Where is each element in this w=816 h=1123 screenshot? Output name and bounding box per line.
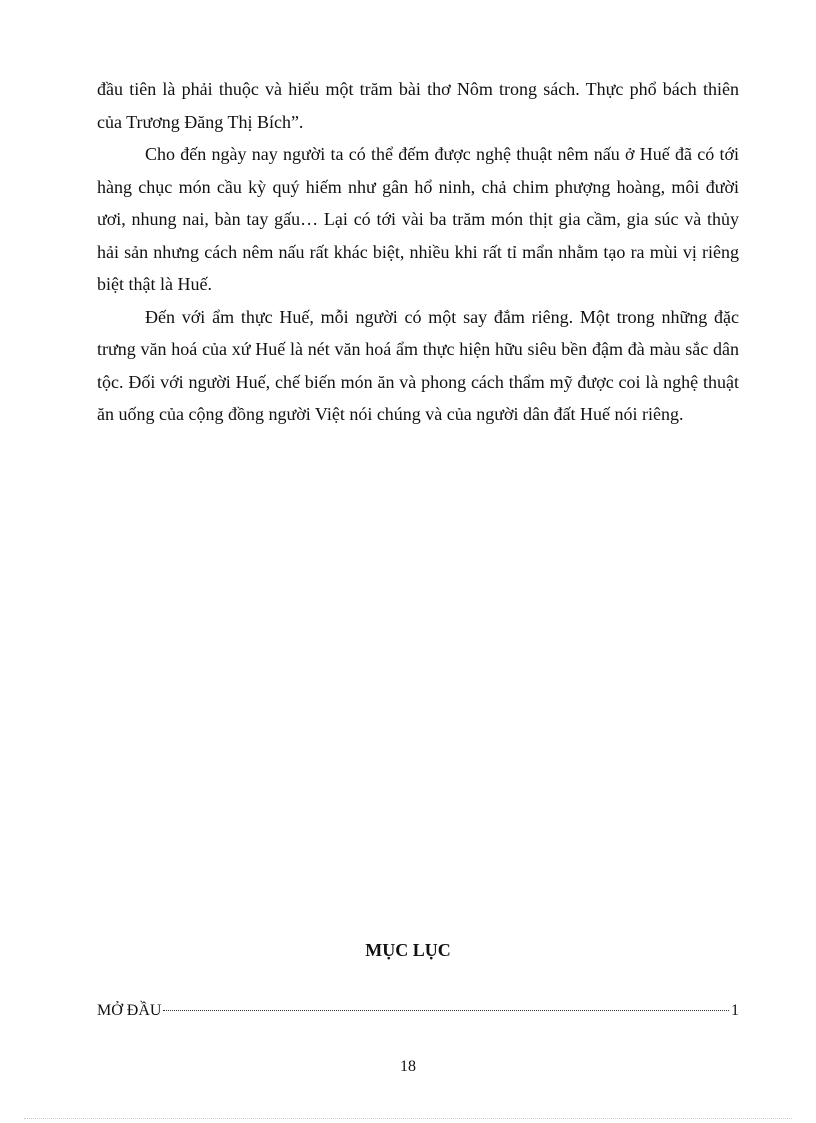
toc-entry[interactable] [97, 1000, 739, 1022]
toc-title: MỤC LỤC [365, 940, 451, 960]
paragraph-continuation: đầu tiên là phải thuộc và hiểu một trăm bài thơ Nôm trong sách. Thực phổ bách thiên của Trương Đăng Thị Bích”. [97, 79, 739, 132]
page-number: 18 [400, 1058, 416, 1075]
toc-entry-label: MỞ ĐẦU [97, 1002, 162, 1019]
toc-dot-leader [163, 1010, 729, 1011]
body-text [97, 73, 739, 431]
paragraph-cooking-art: Cho đến ngày nay người ta có thể đếm được nghệ thuật nêm nấu ở Huế đã có tới hàng chục món cầu kỳ quý hiếm như gân hổ ninh, chả chim phượng hoàng, môi đười ươi, nhung nai, bàn tay gấu… Lại có tới vài ba trăm món thịt gia cầm, gia súc và thủy hải sản nhưng cách nêm nấu rất khác biệt, nhiều khi rất tỉ mẩn nhằm tạo ra mùi vị riêng biệt thật là Huế. [97, 144, 739, 294]
paragraph-hue-cuisine: Đến với ẩm thực Huế, mỗi người có một say đắm riêng. Một trong những đặc trưng văn hoá của xứ Huế là nét văn hoá ẩm thực hiện hữu siêu bền đậm đà màu sắc dân tộc. Đối với người Huế, chế biến món ăn và phong cách thẩm mỹ được coi là nghệ thuật ăn uống của cộng đồng người Việt nói chúng và của người dân đất Huế nói riêng. [97, 306, 739, 424]
toc-entry-page: 1 [731, 1002, 739, 1019]
page-bottom-edge [24, 1118, 792, 1119]
